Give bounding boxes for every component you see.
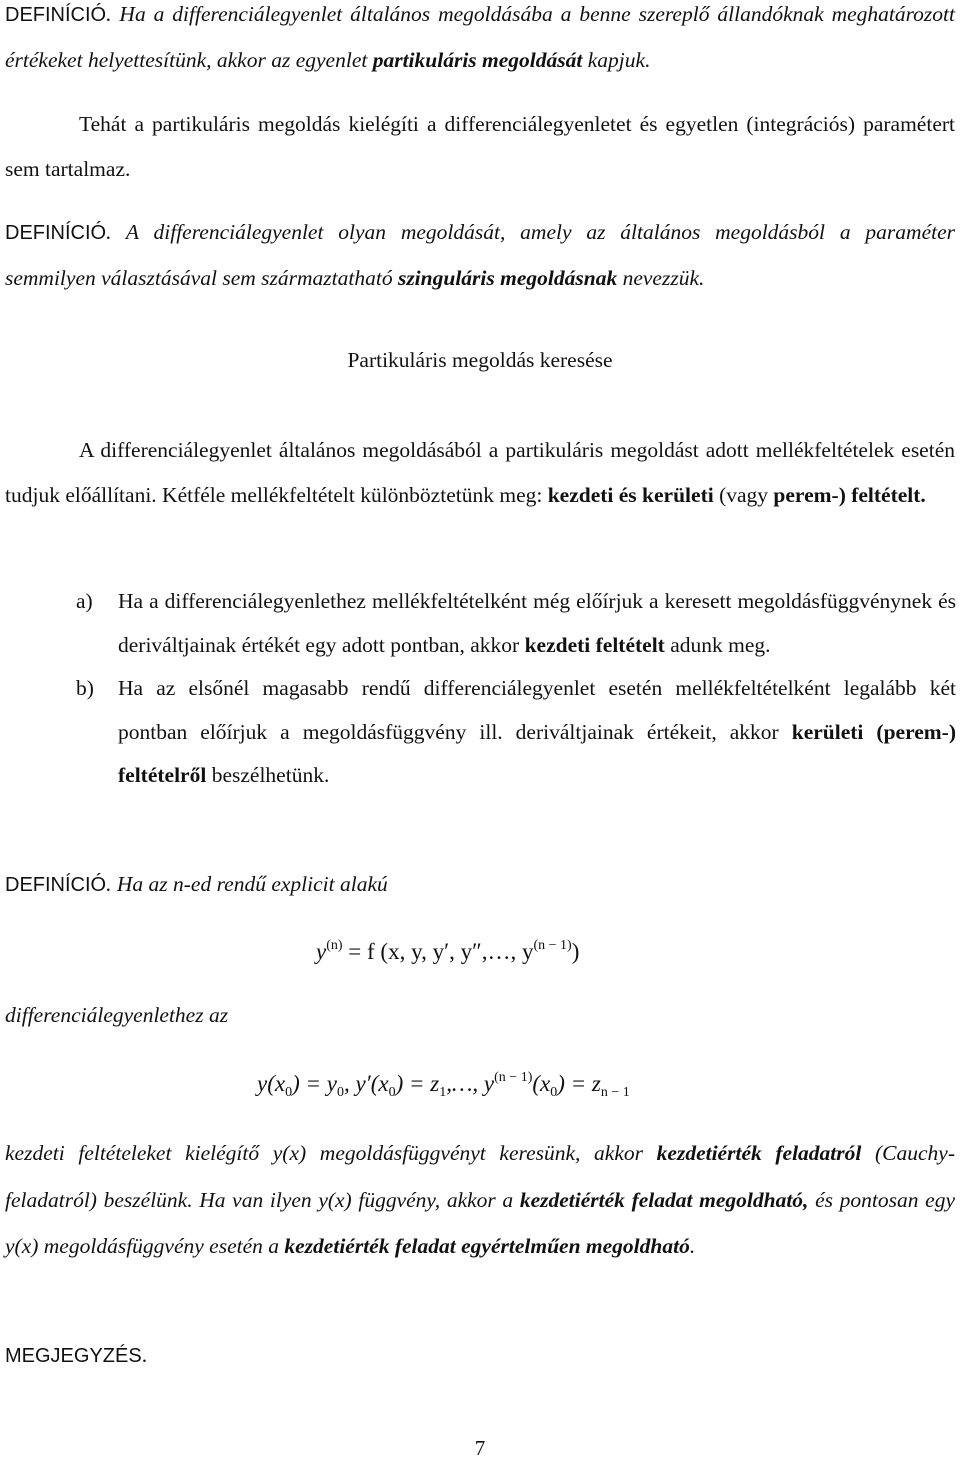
text-differential-equation: differenciálegyenlethez az	[5, 1003, 229, 1027]
paragraph-side-conditions: A differenciálegyenlet általános megoldásából a partikuláris megoldást adott mellékfeltételek esetén tudjuk előállítani. Kétféle mellékfeltételt különböztetünk meg: kezdeti és kerületi (vagy perem-) feltételt.	[5, 438, 955, 507]
list-item: b) Ha az elsőnél magasabb rendű differenciálegyenlet esetén mellékfeltételként legalább két pontban előírjuk a megoldásfüggvény ill. deriváltjainak értékeit, akkor kerületi (perem-) feltételről beszélhetünk.	[76, 667, 956, 798]
list-label: a)	[76, 589, 93, 613]
note-heading: MEGJEGYZÉS.	[5, 1343, 148, 1367]
term-singular-solution: szinguláris megoldásnak	[397, 266, 618, 290]
term-solvable: kezdetiérték feladat megoldható,	[519, 1187, 809, 1212]
term-initial-condition: kezdeti feltételt	[524, 632, 665, 657]
definition-heading: DEFINÍCIÓ	[5, 4, 107, 26]
paragraph-particular-note: Tehát a partikuláris megoldás kielégíti a differenciálegyenletet és egyetlen (integrációs) paramétert sem tartalmaz.	[5, 112, 955, 181]
definition-singular: DEFINÍCIÓ. A differenciálegyenlet olyan megoldását, amely az általános megoldásból a paraméter semmilyen választásával sem származtatható szinguláris megoldásnak nevezzük.	[5, 220, 955, 290]
definition-heading: DEFINÍCIÓ	[5, 222, 107, 244]
math-y-of-x: y(x)	[318, 1187, 352, 1212]
definition-particular: DEFINÍCIÓ. Ha a differenciálegyenlet általános megoldásába a benne szereplő állandóknak meghatározott értékeket helyettesítünk, akkor az egyenlet partikuláris megoldását kapjuk.	[5, 2, 955, 72]
definition-cauchy: DEFINÍCIÓ. Ha az n-ed rendű explicit alakú	[5, 872, 388, 896]
term-particular-solution: partikuláris megoldását	[372, 48, 583, 72]
page-number: 7	[474, 1436, 486, 1460]
list-label: b)	[76, 676, 94, 700]
term-initial-boundary: kezdeti és kerületi	[547, 483, 714, 507]
list-item: a) Ha a differenciálegyenlethez mellékfeltételként még előírjuk a keresett megoldásfüggvénynek és deriváltjainak értékét egy adott pontban, akkor kezdeti feltételt adunk meg.	[76, 580, 956, 667]
condition-list	[76, 580, 956, 798]
term-initial-value-problem: kezdetiérték feladatról	[656, 1141, 862, 1165]
initial-conditions-equation: $y(x_0) = y_0$, $y'(x_0)$ = $z_1,\dots$, $y^{(n - 1)}(x_0) = z_{n - 1}$	[257, 1070, 630, 1100]
term-boundary-condition: perem-) feltételt.	[773, 483, 926, 507]
explicit-ode-equation: $y^{(n)} = f$ (x, y, y′, y″,…, $y^{(n - 1)}$)	[316, 938, 580, 964]
math-y-of-x: y(x)	[5, 1234, 39, 1258]
section-title: Partikuláris megoldás keresése	[347, 348, 613, 372]
math-y-of-x: y(x)	[272, 1141, 307, 1165]
term-boundary-condition: kerületi (perem-) feltételről	[118, 719, 956, 787]
paragraph-cauchy-problem: kezdeti feltételeket kielégítő y(x) megoldásfüggvényt keresünk, akkor kezdetiérték feladatról (Cauchy-feladatról) beszélünk. Ha van ilyen y(x) függvény, akkor a kezdetiérték feladat megoldható, és pontosan egy y(x) megoldásfüggvény esetén a kezdetiérték feladat egyértelműen megoldható.	[5, 1141, 956, 1258]
definition-heading: DEFINÍCIÓ	[5, 874, 107, 896]
term-uniquely-solvable: kezdetiérték feladat egyértelműen megoldható	[284, 1234, 690, 1258]
